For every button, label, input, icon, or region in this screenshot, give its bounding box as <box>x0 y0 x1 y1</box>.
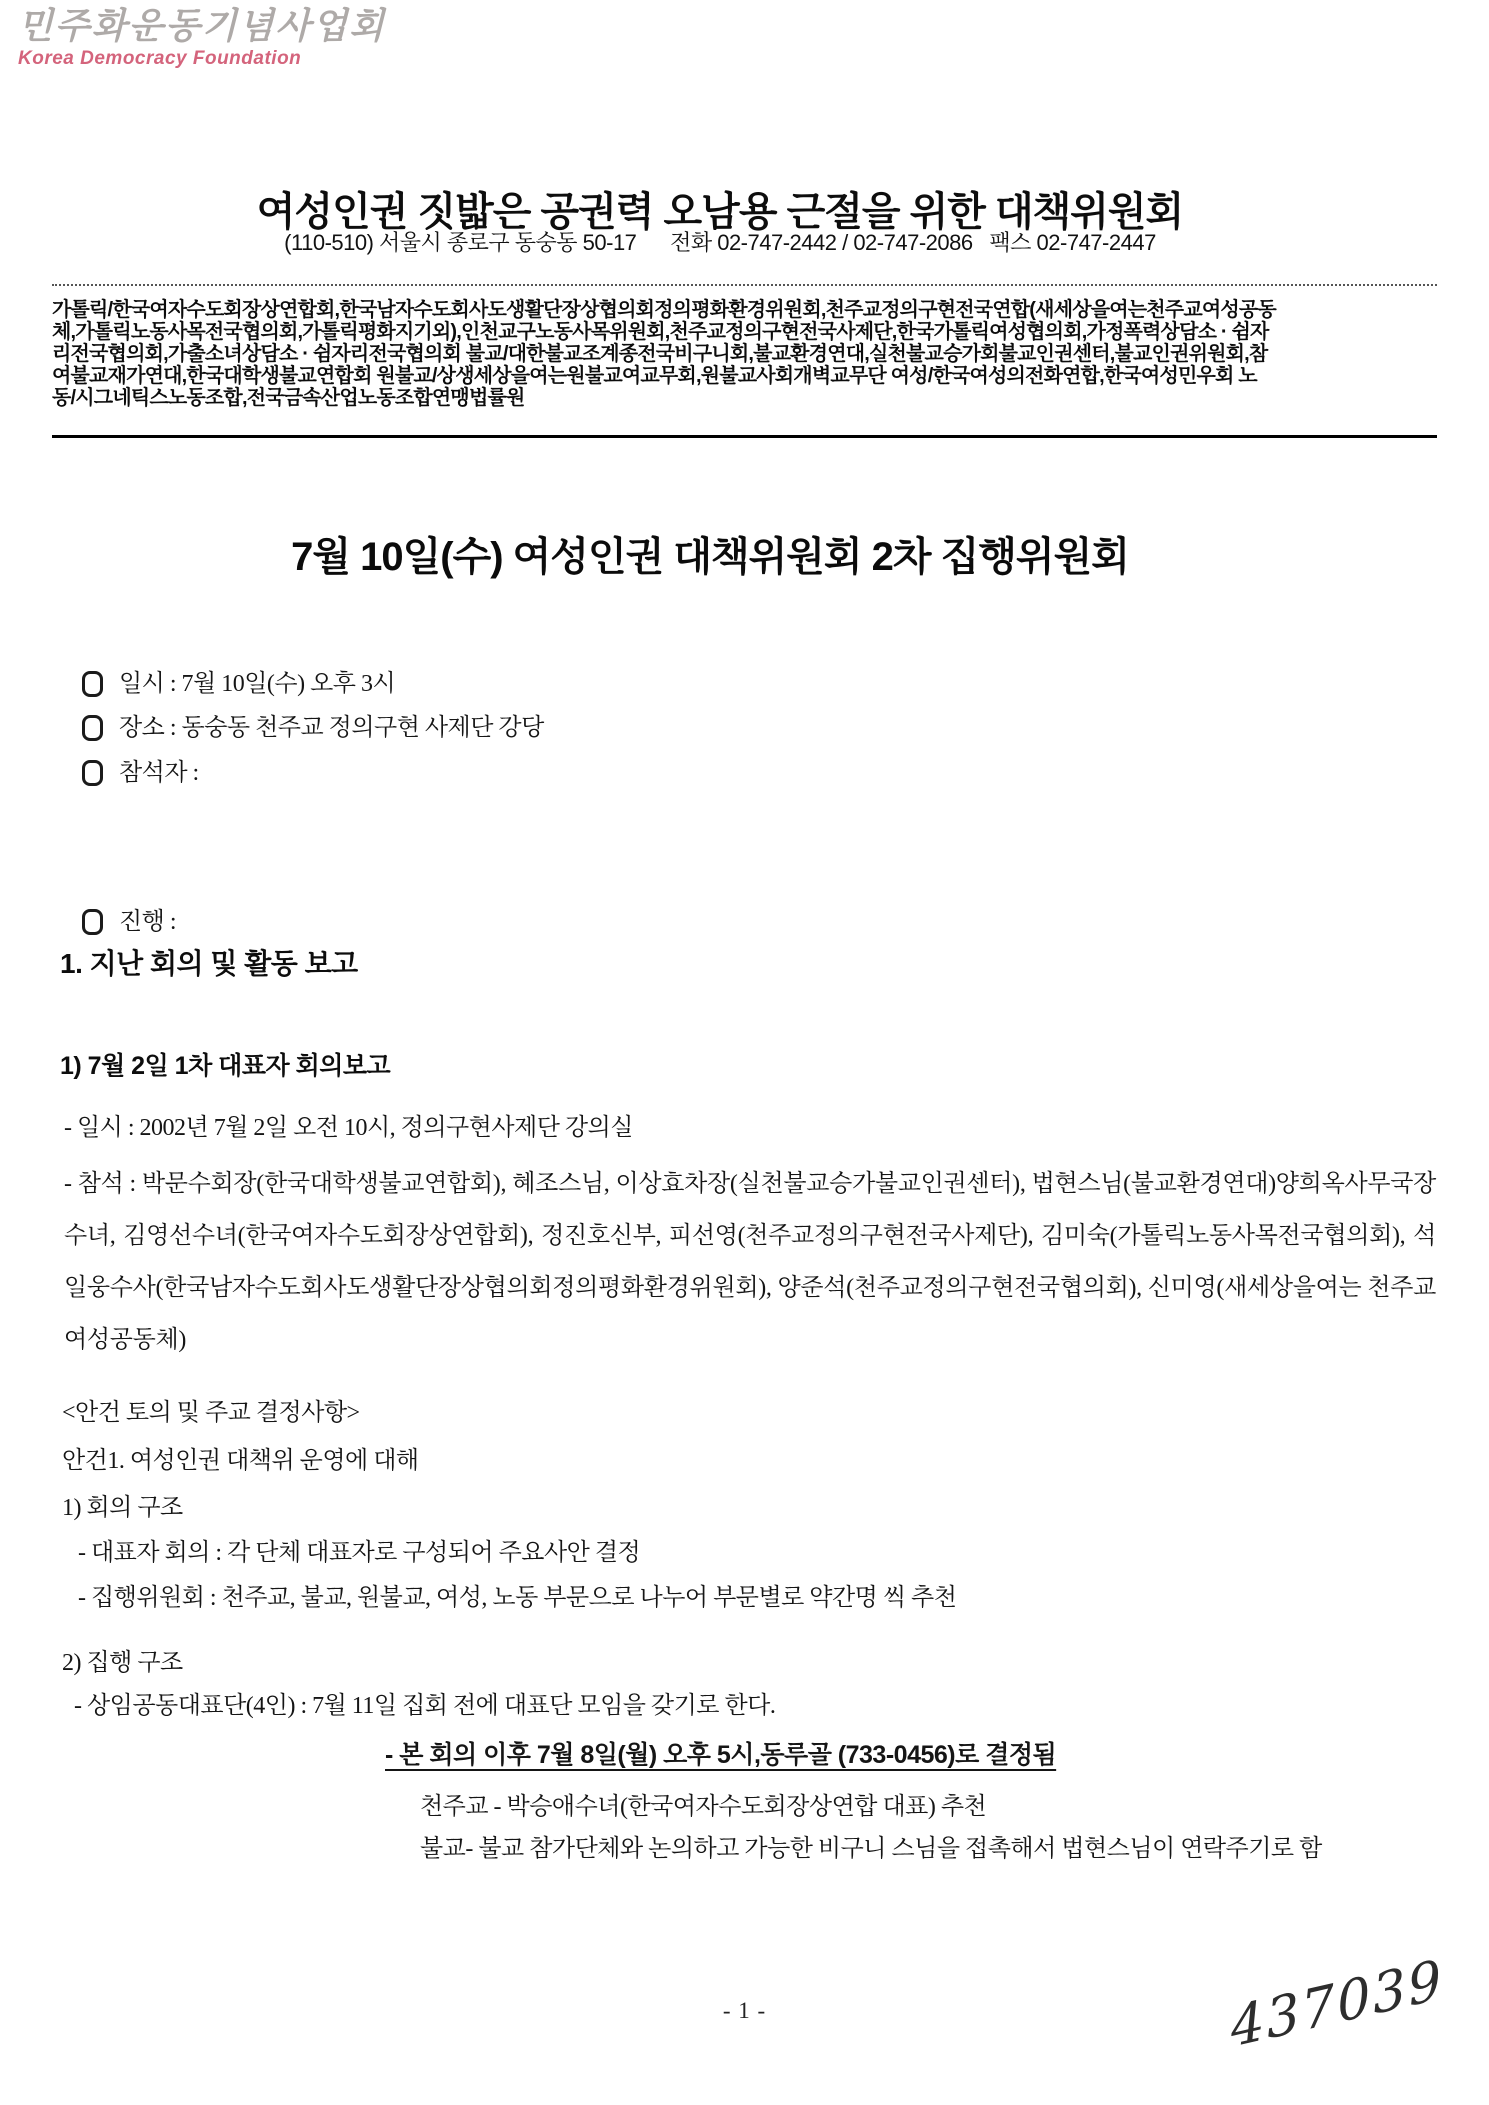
letterhead-address-phone: (110-510) 서울시 종로구 동숭동 50-17 전화 02-747-2442 / 02-747-2086 팩스 02-747-2447 <box>284 230 1156 255</box>
meta-row-place <box>82 707 544 742</box>
agenda-header: <안건 토의 및 주교 결정사항> <box>62 1400 360 1426</box>
meeting-attendees-paragraph: - 참석 : 박문수회장(한국대학생불교연합회), 혜조스님, 이상효차장(실천불교승가불교인권센터), 법현스님(불교환경연대)양희옥사무국장수녀, 김영선수녀(한국여자수도회장상연합회), 정진호신부, 피선영(천주교정의구현전국사제단), 김미숙(가톨릭노동사목전국협의회), 석일웅수사(한국남자수도회사도생활단장상협의회정의평화환경위원회), 양준석(천주교정의구현전국협의회), 신미영(새세상을여는 천주교여성공동체) <box>64 1171 1436 1353</box>
meta-label: 참석자 : <box>119 760 199 786</box>
meta-row-moderator <box>82 901 176 936</box>
member-org-line: 동/시그네틱스노동조합,전국금속산업노동조합연맹법률원 <box>52 387 525 409</box>
handwritten-archive-number: 437039 <box>1228 1947 1447 2060</box>
agenda-item1-title: 안건1. 여성인권 대책위 운영에 대해 <box>62 1448 419 1474</box>
meta-label: 진행 : <box>119 909 177 935</box>
checkbox-icon <box>82 909 103 935</box>
meta-row-attendees <box>82 752 199 787</box>
agenda-line: 천주교 - 박승애수녀(한국여자수도회장상연합 대표) 추천 <box>420 1794 987 1820</box>
meta-label: 장소 : 동숭동 천주교 정의구현 사제단 강당 <box>119 715 544 741</box>
logo-korean-calligraphy: 민주화운동기념사업회 <box>18 5 386 47</box>
checkbox-icon <box>82 715 103 741</box>
checkbox-icon <box>82 671 103 697</box>
agenda-line: 1) 회의 구조 <box>62 1495 183 1521</box>
agenda-line: 불교- 불교 참가단체와 논의하고 가능한 비구니 스님을 접촉해서 법현스님이 연락주기로 함 <box>420 1836 1322 1862</box>
page-number: - 1 - <box>722 1998 767 2023</box>
agenda-line: - 대표자 회의 : 각 단체 대표자로 구성되어 주요사안 결정 <box>78 1540 641 1566</box>
agenda-decision-line: - 본 회의 이후 7월 8일(월) 오후 5시,동루골 (733-0456)로 결정됨 <box>385 1741 1057 1769</box>
member-org-line: 가톨릭/한국여자수도회장상연합회,한국남자수도회사도생활단장상협의회정의평화환경위원회,천주교정의구현전국연합(새세상을여는천주교여성공동 <box>52 299 1276 321</box>
member-organizations-block <box>52 284 1437 438</box>
korea-democracy-foundation-logo <box>18 5 386 70</box>
meta-label: 일시 : 7월 10일(수) 오후 3시 <box>119 671 396 697</box>
meta-row-datetime <box>82 663 395 698</box>
member-org-line: 여불교재가연대,한국대학생불교연합회 원불교/상생세상을여는원불교여교무회,원불교사회개벽교무단 여성/한국여성의전화연합,한국여성민우회 노 <box>52 365 1257 387</box>
section1-heading: 1. 지난 회의 및 활동 보고 <box>60 948 358 979</box>
checkbox-icon <box>82 760 103 786</box>
logo-english-text: Korea Democracy Foundation <box>18 47 302 69</box>
agenda-line: 2) 집행 구조 <box>62 1650 183 1676</box>
member-org-line: 체,가톨릭노동사목전국협의회,가톨릭평화지기외),인천교구노동사목위원회,천주교정의구현전국사제단,한국가톨릭여성협의회,가정폭력상담소 · 쉼자 <box>52 321 1269 343</box>
letterhead-committee-title: 여성인권 짓밟은 공권력 오남용 근절을 위한 대책위원회 <box>256 190 1184 234</box>
agenda-line: - 상임공동대표단(4인) : 7월 11일 집회 전에 대표단 모임을 갖기로 한다. <box>74 1693 776 1719</box>
member-org-line: 리전국협의회,가출소녀상담소 · 쉼자리전국협의회 불교/대한불교조계종전국비구니회,불교환경연대,실천불교승가회불교인권센터,불교인권위원회,참 <box>52 343 1268 365</box>
agenda-line: - 집행위원회 : 천주교, 불교, 원불교, 여성, 노동 부문으로 나누어 부문별로 약간명 씩 추천 <box>78 1585 957 1611</box>
meeting-date-line: - 일시 : 2002년 7월 2일 오전 10시, 정의구현사제단 강의실 <box>64 1115 633 1141</box>
subsection1-heading: 1) 7월 2일 1차 대표자 회의보고 <box>60 1052 391 1080</box>
document-title: 7월 10일(수) 여성인권 대책위원회 2차 집행위원회 <box>291 535 1129 579</box>
